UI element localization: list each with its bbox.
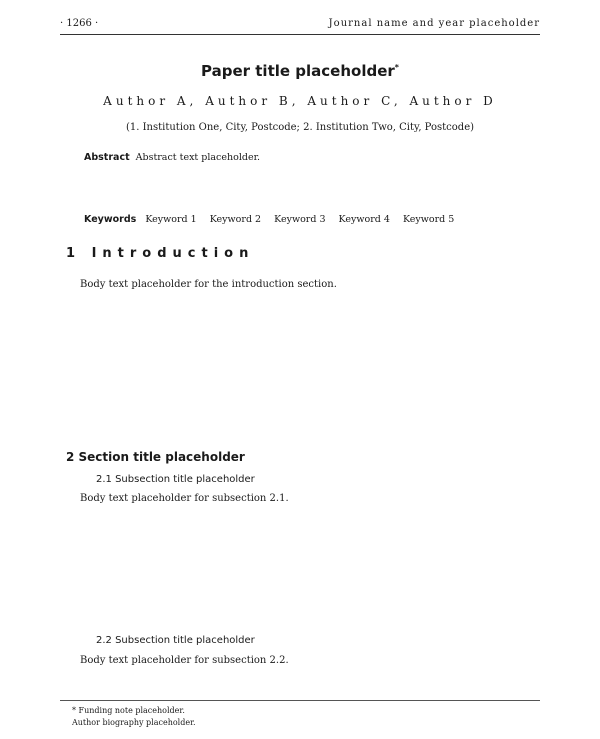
journal-name: Journal name and year placeholder bbox=[328, 18, 540, 29]
title-footnote-mark: * bbox=[394, 63, 399, 72]
keyword: Keyword 4 bbox=[338, 214, 390, 225]
footnote-funding: * Funding note placeholder. bbox=[72, 706, 185, 715]
author-list: Author A, Author B, Author C, Author D bbox=[103, 94, 497, 108]
keyword: Keyword 3 bbox=[274, 214, 326, 225]
keyword: Keyword 1 bbox=[145, 214, 197, 225]
keyword: Keyword 2 bbox=[209, 214, 262, 225]
paper-title bbox=[0, 62, 600, 80]
subsection-heading-2-1: 2.1 Subsection title placeholder bbox=[96, 474, 255, 485]
abstract-text: Abstract text placeholder. bbox=[135, 152, 261, 163]
footnotes bbox=[60, 700, 540, 729]
running-header bbox=[60, 18, 540, 35]
abstract-label: Abstract bbox=[84, 152, 130, 163]
keywords-label: Keywords bbox=[84, 214, 137, 225]
page-number: · 1266 · bbox=[60, 18, 99, 29]
keyword: Keyword 5 bbox=[402, 214, 455, 225]
body-paragraph: Body text placeholder for the introduction section. bbox=[80, 279, 337, 290]
section-heading-1: 1 Introduction bbox=[66, 246, 255, 261]
keywords bbox=[84, 214, 524, 225]
body-paragraph: Body text placeholder for subsection 2.1. bbox=[80, 493, 289, 504]
paper-title-text: Paper title placeholder bbox=[201, 62, 395, 80]
subsection-heading-2-2: 2.2 Subsection title placeholder bbox=[96, 635, 255, 646]
abstract bbox=[84, 150, 524, 165]
footnote-author-bio: Author biography placeholder. bbox=[72, 718, 196, 727]
affiliations: (1. Institution One, City, Postcode; 2. Institution Two, City, Postcode) bbox=[125, 122, 475, 133]
body-paragraph: Body text placeholder for subsection 2.2. bbox=[80, 655, 289, 666]
section-heading-2: 2 Section title placeholder bbox=[66, 450, 245, 464]
